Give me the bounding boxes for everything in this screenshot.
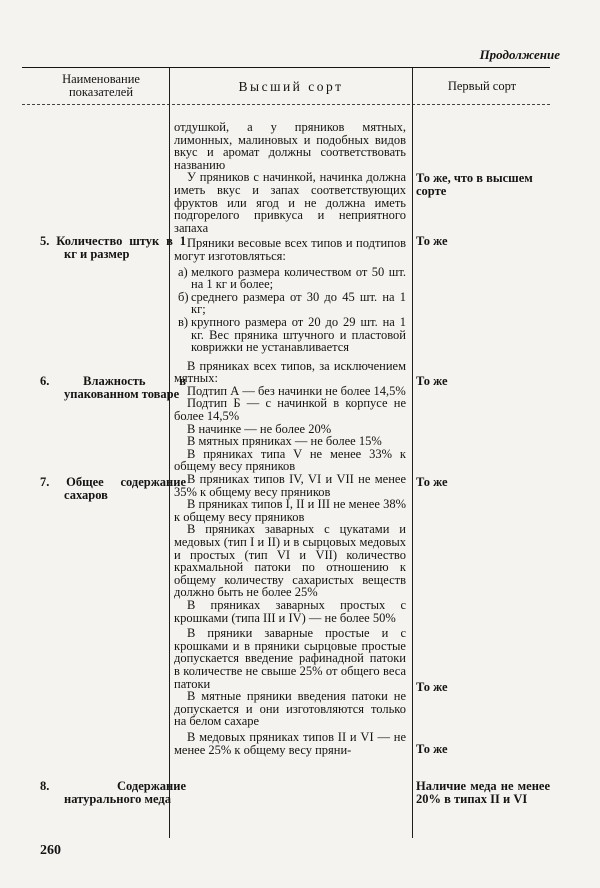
first-grade-value: То же — [416, 475, 448, 489]
requirement-paragraph: отдушкой, а у пряников мятных, лимонных, малиновых и подобных видов вкус и аромат должны соответствовать названию — [174, 120, 406, 172]
requirement-paragraph: В мятных пряниках — не более 15% — [187, 434, 382, 449]
page-number: 260 — [40, 843, 61, 858]
requirement-paragraph: В медовых пряниках типов II и VI — не менее 25% к общему весу пряни- — [174, 729, 406, 757]
list-marker: в) — [178, 314, 189, 329]
continuation-label: Продолжение — [479, 47, 560, 62]
requirement-paragraph: В пряниках типа V не менее 33% к общему весу пряников — [174, 446, 406, 474]
first-grade-value: То же — [416, 742, 448, 756]
requirement-paragraph: В начинке — не более 20% — [187, 421, 332, 436]
indicator-quantity: 5. Количество штук в 1 кг и размер — [40, 234, 186, 261]
indicator-honey: 8. Содержание натурального меда — [40, 779, 186, 806]
requirement-paragraph: В пряники заварные простые и с крошками и в пряники сырцовые простые допускается введение рафинадной патоки в количестве не свыше 25% от общего веса патоки — [174, 626, 406, 691]
requirement-paragraph: В пряниках всех типов, за исключением мятных: — [174, 358, 406, 386]
column-divider-2 — [412, 68, 413, 838]
first-grade-value: Наличие меда не менее 20% в типах II и VI — [416, 779, 550, 806]
first-grade-value: То же — [416, 374, 448, 388]
requirement-paragraph: У пряников с начинкой, начинка должна иметь вкус и запах соответствующих фруктов или ягод и не должна иметь подгорелого привкуса и неприятного запаха — [174, 170, 406, 235]
requirement-paragraph: В пряниках типов I, II и III не менее 38% к общему весу пряников — [174, 497, 406, 524]
list-marker: а) — [178, 264, 188, 279]
table-header-rule — [22, 104, 550, 105]
requirement-paragraph: Пряники весовые всех типов и подтипов могут изготовляться: — [174, 236, 406, 263]
list-item — [174, 266, 406, 291]
column-divider-1 — [169, 68, 170, 838]
indicator-sugar: 7. Общее содержание сахаров — [40, 475, 186, 502]
requirement-paragraph: Подтип А — без начинки не более 14,5% — [187, 383, 406, 398]
list-item — [174, 316, 406, 354]
requirement-paragraph: В пряниках заварных простых с крошками (типа III и IV) — не более 50% — [174, 597, 406, 625]
indicator-moisture: 6. Влажность в упакованном товаре — [40, 374, 186, 401]
list-item — [174, 291, 406, 316]
list-text: мелкого размера количеством от 50 шт. на 1 кг и более; — [191, 264, 406, 292]
list-text: крупного размера от 20 до 29 шт. на 1 кг. Вес пряника штучного и пластовой коврижки не устанавливается — [191, 314, 406, 355]
first-grade-value: То же — [416, 680, 448, 694]
requirement-paragraph: В мятные пряники введения патоки не допускается и они изготовляются только на белом сахаре — [174, 689, 406, 729]
top-grade-column — [174, 121, 406, 756]
header-first-grade: Первый сорт — [447, 78, 517, 93]
first-grade-value: То же, что в высшем сорте — [416, 171, 533, 198]
list-text: среднего размера от 30 до 45 шт. на 1 кг; — [191, 289, 406, 317]
list-marker: б) — [178, 289, 189, 304]
requirement-paragraph: В пряниках типов IV, VI и VII не менее 35% к общему весу пряников — [174, 472, 406, 499]
requirement-paragraph: В пряниках заварных с цукатами и медовых (тип I и II) и в сырцовых медовых и простых (тип VI и VII) количество крахмальной патоки по отношению к общему количеству сахаристых веществ должно быть не более 25% — [174, 522, 406, 600]
requirement-paragraph: Подтип Б — с начинкой в корпусе не более 14,5% — [174, 396, 406, 424]
header-top-grade: Высший сорт — [238, 78, 344, 94]
header-indicator: Наименование показателей — [62, 72, 140, 99]
first-grade-value: То же — [416, 234, 448, 248]
